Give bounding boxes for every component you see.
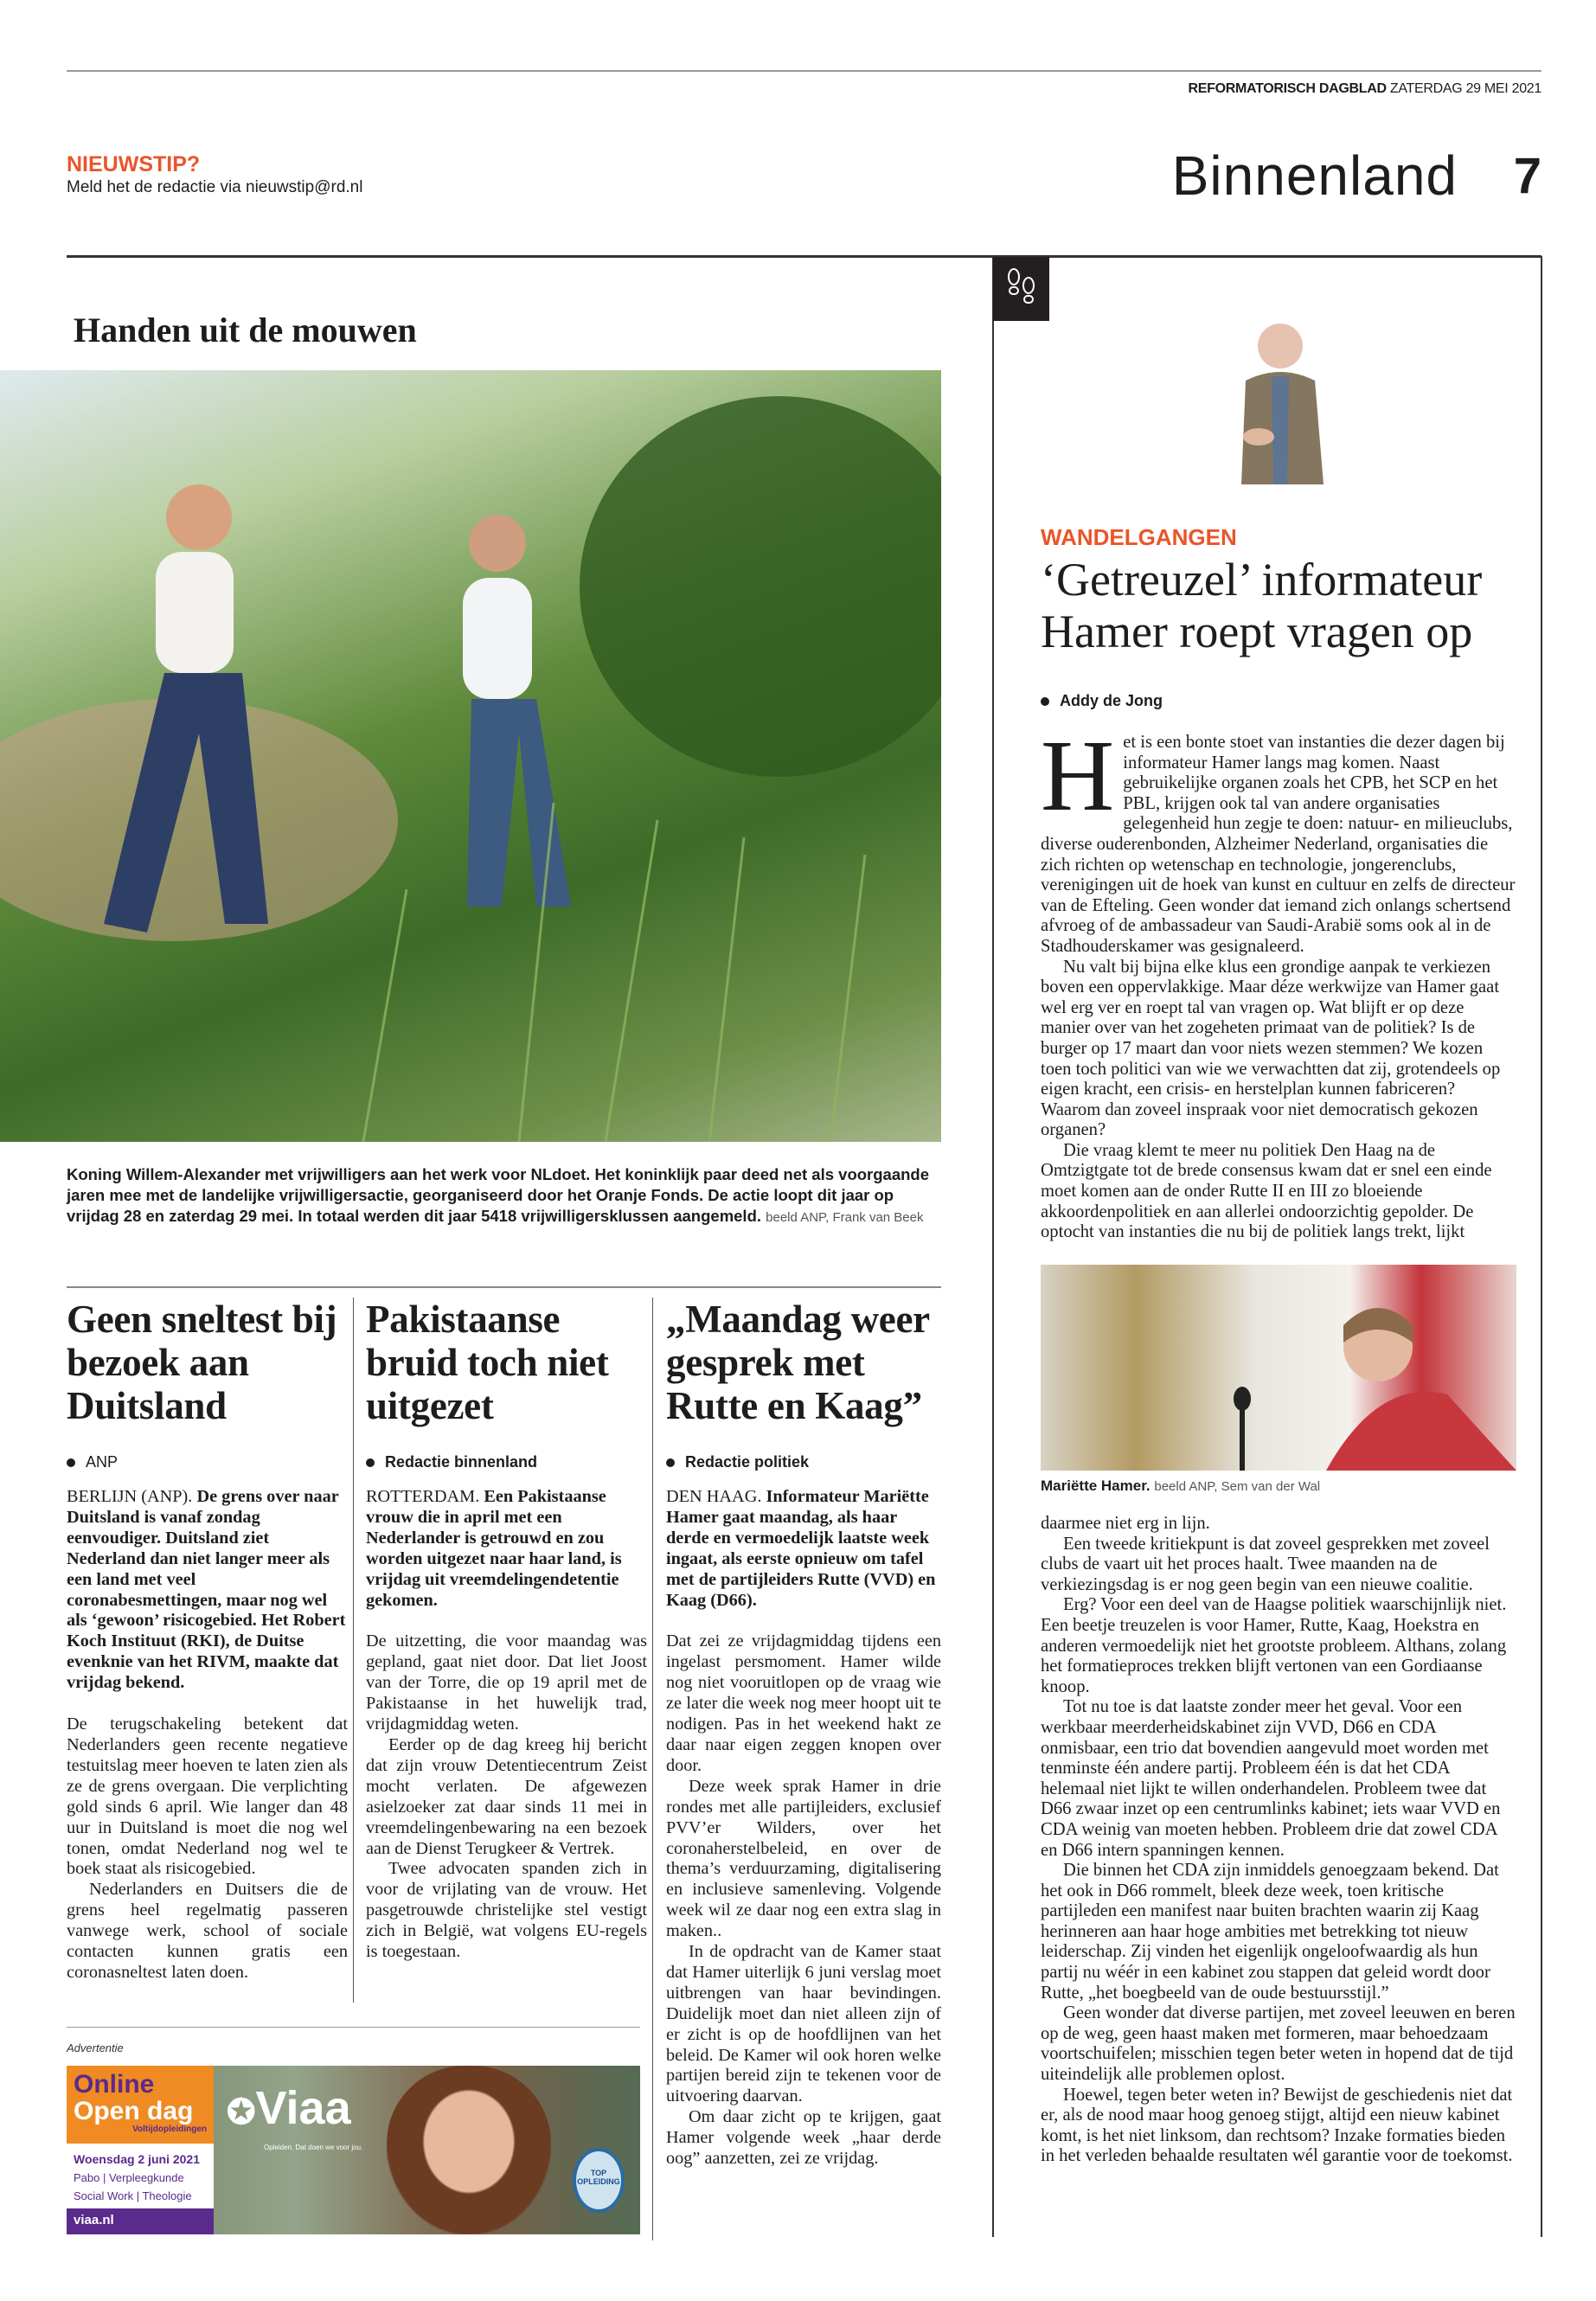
footprints-icon: [993, 257, 1049, 321]
ad-programs: Pabo | Verpleegkunde: [74, 2171, 184, 2184]
dateline: DEN HAAG.: [666, 1487, 762, 1506]
byline: [67, 1453, 348, 1471]
article-body: [666, 1487, 941, 2170]
hamer-photo: [1041, 1265, 1516, 1471]
author-name: Addy de Jong: [1060, 692, 1163, 709]
ad-line2: Open dag: [74, 2097, 194, 2125]
section-title: Binnenland: [1171, 144, 1458, 207]
paragraph: Een tweede kritiekpunt is dat zoveel gesprekken met zoveel clubs de vaart uit het proces haalt. Twee maanden na de verkiezingsdag is er nog geen begin van een nieuwe coalitie.: [1041, 1534, 1490, 1594]
paragraph: Erg? Voor een deel van de Haagse politiek waarschijnlijk niet. Een beetje treuzelen is voor Hamer, Rutte, Kaag, Hoekstra en anderen vermoedelijk niet het grootste probleem. Althans, zolang het formatieproces trekken blijft vertonen van een Gordiaanse knoop.: [1041, 1595, 1507, 1696]
paragraph: Deze week sprak Hamer in drie rondes met alle partijleiders, exclusief PVV’er Wilders, over het coronaherstelbeleid, en over de thema’s verduurzaming, digitalisering en inclusieve samenleving. Volgende week wil ze daar nog een extra slag in maken..: [666, 1776, 941, 1941]
masthead: [1188, 81, 1542, 97]
ad-programs: Social Work | Theologie: [74, 2189, 192, 2202]
issue-date: ZATERDAG 29 MEI 2021: [1389, 81, 1542, 96]
paragraph: Nu valt bij bijna elke klus een grondige aanpak te verkiezen boven een oppervlakkige. Maar déze werkwijze van Hamer gaat wel erg ver en roept tal van vragen op. Wat blijft er op deze manier over van het zogeheten primaat van de politiek? Is de burger op 17 maart dan voor niets wezen stemmen? We kozen toen toch politici van wie we verwachtten dat zij, grotendeels op eigen kracht, een crisis- en herstelplan kunnen fabriceren? Waarom dan zoveel inspraak voor niet democratisch gekozen organen?: [1041, 957, 1501, 1140]
drop-cap: H: [1041, 719, 1115, 832]
article-formation: [666, 1298, 941, 2170]
column-body: [1041, 719, 1516, 1243]
bullet-icon: [666, 1458, 675, 1467]
paragraph: Tot nu toe is dat laatste zonder meer het geval. Voor een werkbaar meerderheidskabinet zijn VVD, D66 en CDA onmisbaar, een trio dat bovendien aangevuld moet worden met tenminste één andere partij. Probleem één is dat het CDA helemaal niet lijkt te willen onderhandelen. Probleem twee dat D66 zwaar inzet op een centrumlinks kabinet; iets waar VVD en CDA weinig van moeten hebben. Probleem drie dat zowel CDA en D66 intern spanningen kennen.: [1041, 1697, 1501, 1860]
section-rule: [67, 1286, 941, 1288]
person-icon: ✪: [227, 2093, 256, 2131]
paragraph: Dat zei ze vrijdagmiddag tijdens een ingelast persmoment. Hamer wilde nog niet vooruitlopen op de vraag wie ze later die week nog meer hoopt uit te nodigen. Pas in het weekend hakt ze daar naar eigen zeggen knopen over door.: [666, 1631, 941, 1775]
column-headline: ‘Getreuzel’ informateur Hamer roept vragen op: [1041, 554, 1483, 657]
viaa-advertisement[interactable]: [67, 2066, 640, 2234]
photo-credit: beeld ANP, Frank van Beek: [766, 1210, 924, 1225]
paragraph: De uitzetting, die voor maandag was gepland, gaat niet door. Dat liet Joost van der Torre, die op 19 april met de Pakistaanse in het huwelijk trad, vrijdagmiddag weten.: [366, 1631, 647, 1734]
photo-feature-heading: Handen uit de mouwen: [74, 311, 417, 349]
article-headline: Geen sneltest bij bezoek aan Duitsland: [67, 1298, 337, 1427]
page-number: 7: [1513, 148, 1542, 204]
paragraph: In de opdracht van de Kamer staat dat Hamer uiterlijk 6 juni verslag moet uitbrengen van haar bevindingen. Duidelijk moet dan niet alleen zijn of er zicht is op de hoofdlijnen van het beleid. De Kamer wil ook horen welke partijen bereid zijn te tekenen voor de uitvoering daarvan.: [666, 1942, 941, 2106]
ad-details: [74, 2150, 200, 2205]
article-germany: [67, 1298, 348, 1984]
caption-text: Koning Willem-Alexander met vrijwilligers aan het werk voor NLdoet. Het koninklijk paar deed net als voorgaande jaren mee met de landelijke vrijwilligersactie, georganiseerd door het Oranje Fonds. De actie loopt dit jaar op vrijdag 28 en zaterdag 29 mei. In totaal werden dit jaar 5418 vrijwilligersklussen aangemeld.: [67, 1165, 930, 1225]
ad-brand: Viaa: [255, 2082, 351, 2134]
paragraph: Eerder op de dag kreeg hij bericht dat zijn vrouw Detentiecentrum Zeist mocht verlaten. De afgewezen asielzoeker zat daar sinds 11 mei in vreemdelingenbewaring na een bezoek aan de Dienst Terugkeer & Vertrek.: [366, 1734, 647, 1858]
column-byline: [1041, 692, 1163, 710]
dateline: ROTTERDAM.: [366, 1487, 480, 1506]
ad-open-day: [67, 2066, 214, 2144]
top-opleiding-badge: TOP OPLEIDING: [573, 2148, 625, 2213]
lead-text: De grens over naar Duitsland is vanaf zondag eenvoudiger. Duitsland ziet Nederland dan niet langer meer als een land met veel coronabesmettingen, maar nog wel als ‘gewoon’ risicogebied. Het Robert Koch Instituut (RKI), de Duitse evenknie van het RIVM, maakte dat vrijdag bekend.: [67, 1487, 346, 1693]
paragraph: Die binnen het CDA zijn inmiddels genoegzaam bekend. Dat het ook in D66 rommelt, bleek deze week, toen kritische partijleden een manifest naar buiten brachten waarin zij Kaag herinneren aan haar hoge ambities met betrekking tot nieuw leiderschap. Zij vinden het eigenlijk ongeloofwaardig als hun partij nu wéér in een kabinet zou stappen dat geleid wordt door Rutte, „het boegbeeld van de oude bestuursstijl.”: [1041, 1861, 1499, 2003]
column-divider: [652, 1298, 653, 2240]
paragraph: Hoewel, tegen beter weten in? Bewijst de geschiedenis niet dat er, als de nood maar hoog genoeg stijgt, altijd een nieuw kabinet komt, is het niet linksom, dan rechtsom? Inzake formaties bieden in het verleden behaalde resultaten wél garantie voor de toekomst.: [1041, 2085, 1513, 2166]
ad-line1: Online: [74, 2070, 155, 2099]
news-tip-text[interactable]: Meld het de redactie via nieuwstip@rd.nl: [67, 178, 363, 196]
ad-divider: [67, 2027, 640, 2028]
article-headline: „Maandag weer gesprek met Rutte en Kaag”: [666, 1298, 929, 1427]
viaa-logo: [227, 2081, 351, 2135]
photo-caption: [67, 1164, 942, 1228]
byline-text: Redactie binnenland: [385, 1453, 538, 1471]
bullet-icon: [366, 1458, 375, 1467]
hamer-photo-caption: [1041, 1477, 1320, 1495]
ad-subtitle: Voltijdopleidingen: [132, 2125, 207, 2134]
column-kicker: WANDELGANGEN: [1041, 524, 1237, 550]
top-rule: [67, 70, 1542, 72]
paragraph: Die vraag klemt te meer nu politiek Den Haag na de Omtzigtgate tot de brede consensus kwam dat er snel een einde moet komen aan de onder Rutte II en III zo bloeiende akkoordenpolitiek en aan allerlei ondoorzichtig gepolder. De optocht van instanties die nu bij de politiek langs trekt, lijkt: [1041, 1140, 1492, 1242]
article-lead: [366, 1487, 647, 1611]
publication-name: REFORMATORISCH DAGBLAD: [1188, 81, 1387, 96]
paragraph: Twee advocaten spanden zich in voor de vrijlating van de vrouw. Het pasgetrouwde christelijke stel vestigt zich in België, wat volgens EU-regels is toegestaan.: [366, 1859, 647, 1962]
author-photo: [1211, 316, 1341, 484]
article-body: [67, 1487, 348, 1984]
paragraph: Om daar zicht op te krijgen, gaat Hamer volgende week „haar derde oog” aanzetten, zei ze vrijdag.: [666, 2107, 941, 2169]
volunteers-photo: [0, 370, 941, 1142]
byline: [366, 1453, 647, 1471]
ad-info-panel: [67, 2066, 214, 2234]
article-body: [366, 1487, 647, 1963]
paragraph: Nederlanders en Duitsers die de grens heel regelmatig passeren vanwege werk, school of sociale contacten kunnen gratis een coronasneltest laten doen.: [67, 1880, 348, 1982]
article-headline: Pakistaanse bruid toch niet uitgezet: [366, 1298, 609, 1427]
byline-text: Redactie politiek: [685, 1453, 810, 1471]
column-body-continued: [1041, 1514, 1516, 2167]
byline: [666, 1453, 941, 1471]
bullet-icon: [67, 1458, 75, 1467]
ad-date: Woensdag 2 juni 2021: [74, 2152, 201, 2166]
news-tip-title: NIEUWSTIP?: [67, 152, 201, 176]
article-lead: [666, 1487, 941, 1611]
dateline: BERLIJN (ANP).: [67, 1487, 193, 1506]
column-divider: [353, 1298, 354, 2003]
article-pakistani-bride: [366, 1298, 647, 1963]
ad-label: Advertentie: [67, 2041, 124, 2054]
paragraph: Geen wonder dat diverse partijen, met zoveel leeuwen en beren op de weg, geen haast maken met formeren, maar behoedzaam voortschuifelen; misschien tegen beter weten in hopend dat de tijd uiteindelijk alle problemen oplost.: [1041, 2003, 1516, 2085]
paragraph: et is een bonte stoet van instanties die dezer dagen bij informateur Hamer langs mag komen. Naast gebruikelijke organen zoals het CPB, het SCP en het PBL, krijgen ook tal van andere organisaties gelegenheid hun zegje te doen: natuur- en milieuclubs, diverse ouderenbonden, Alzheimer Nederland, organisaties die zich richten op wetenschap en technologie, jongerenclubs, verenigingen uit de hoek van kunst en cultuur en zelfs de directeur van de Efteling. Geen wonder dat iemand zich onlangs schertsend afvroeg of de ambassadeur van Saudi-Arabië soms ook al in de Stadhouderskamer was gesignaleerd.: [1041, 733, 1516, 956]
photo-credit: beeld ANP, Sem van der Wal: [1154, 1479, 1321, 1494]
article-lead: [67, 1487, 348, 1694]
lead-text: Informateur Mariëtte Hamer gaat maandag, als haar derde en vermoedelijk laatste week ingaat, als eerste opnieuw om tafel met de partijleiders Rutte (VVD) en Kaag (D66).: [666, 1487, 936, 1610]
lead-text: Een Pakistaanse vrouw die in april met een Nederlander is getrouwd en zou worden uitgezet naar haar land, is vrijdag uit vreemdelingendetentie gekomen.: [366, 1487, 622, 1610]
caption-text: Mariëtte Hamer.: [1041, 1477, 1151, 1494]
ad-portrait: [387, 2066, 551, 2234]
ad-url[interactable]: viaa.nl: [67, 2208, 214, 2234]
ad-slogan: Opleiden. Dat doen we voor jou.: [264, 2144, 363, 2151]
paragraph: De terugschakeling betekent dat Nederlanders geen recente negatieve testuitslag meer hoeven te laten zien als ze de grens overgaan. Die verplichting gold sinds 6 april. Wie langer dan 48 uur in Duitsland is moet die nog wel tonen, omdat Nederland nog wel te boek staat als risicogebied.: [67, 1715, 348, 1879]
paragraph: daarmee niet erg in lijn.: [1041, 1514, 1210, 1533]
bullet-icon: [1041, 697, 1049, 706]
byline-text: ANP: [86, 1453, 119, 1471]
